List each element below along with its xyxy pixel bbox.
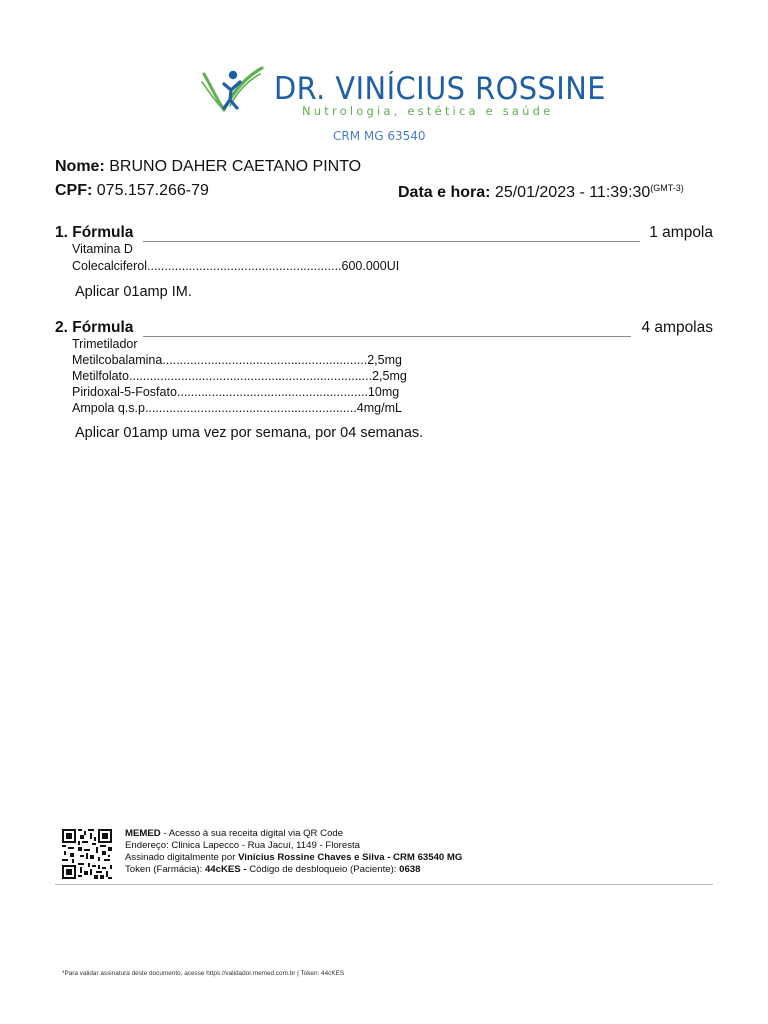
formula-1-ingredient: Colecalciferol........................................................600.000UI bbox=[72, 259, 400, 273]
formula-2-title: 2. Fórmula bbox=[55, 319, 134, 336]
formula-1-title: 1. Fórmula bbox=[55, 224, 134, 241]
formula-2-ingredient: Ampola q.s.p.............................................................4mg/mL bbox=[72, 401, 402, 415]
datetime-line bbox=[398, 183, 684, 202]
token-line bbox=[125, 864, 420, 876]
formula-2-name: Trimetilador bbox=[72, 337, 138, 351]
clinic-logo-icon bbox=[200, 64, 270, 116]
formula-2-rule bbox=[143, 336, 631, 337]
formula-1-name: Vitamina D bbox=[72, 242, 133, 256]
unlock-code: 0638 bbox=[399, 864, 421, 875]
validation-note: *Para validar assinatura deste documento, acesse https://validador.memed.com.br | Token: 44cKES bbox=[62, 970, 345, 977]
memed-text: - Acesso à sua receita digital via QR Code bbox=[160, 828, 344, 839]
formula-1-rule bbox=[143, 241, 640, 242]
datetime-label: Data e hora: bbox=[398, 184, 491, 201]
timezone: (GMT-3) bbox=[650, 183, 684, 193]
formula-1-quantity: 1 ampola bbox=[649, 224, 713, 241]
formula-1-instructions: Aplicar 01amp IM. bbox=[75, 284, 192, 300]
name-label: Nome: bbox=[55, 158, 105, 175]
patient-name: BRUNO DAHER CAETANO PINTO bbox=[109, 158, 362, 175]
cpf-label: CPF: bbox=[55, 182, 93, 199]
brand-tagline: Nutrologia, estética e saúde bbox=[302, 104, 554, 118]
qr-code-icon[interactable] bbox=[62, 829, 112, 879]
patient-name-line bbox=[55, 158, 361, 176]
patient-cpf-line bbox=[55, 182, 209, 200]
formula-2-ingredient: Metilfolato......................................................................2,5mg bbox=[72, 369, 407, 383]
token-separator: - bbox=[240, 864, 250, 875]
signed-by: Vinícius Rossine Chaves e Silva - CRM 63540 MG bbox=[238, 852, 463, 863]
crm-number: CRM MG 63540 bbox=[333, 129, 426, 143]
formula-2-ingredient: Piridoxal-5-Fosfato.......................................................10mg bbox=[72, 385, 400, 399]
token-label: Token (Farmácia): bbox=[125, 864, 205, 875]
signature-line bbox=[125, 852, 462, 864]
signed-prefix: Assinado digitalmente por bbox=[125, 852, 239, 863]
memed-label: MEMED bbox=[125, 828, 161, 839]
memed-line bbox=[125, 828, 343, 840]
formula-2-quantity: 4 ampolas bbox=[641, 319, 713, 336]
formula-2-instructions: Aplicar 01amp uma vez por semana, por 04 semanas. bbox=[75, 425, 424, 441]
patient-cpf: 075.157.266-79 bbox=[96, 182, 209, 199]
datetime-value: 25/01/2023 - 11:39:30 bbox=[494, 184, 651, 201]
address-line: Endereço: Clinica Lapecco - Rua Jacuí, 1149 - Floresta bbox=[125, 840, 360, 851]
footer-divider bbox=[55, 884, 713, 885]
token-value: 44cKES bbox=[204, 864, 241, 875]
brand-name: DR. VINÍCIUS ROSSINE bbox=[274, 71, 606, 107]
formula-2-ingredient: Metilcobalamina...........................................................2,5mg bbox=[72, 353, 402, 367]
unlock-label: Código de desbloqueio (Paciente): bbox=[249, 864, 400, 875]
